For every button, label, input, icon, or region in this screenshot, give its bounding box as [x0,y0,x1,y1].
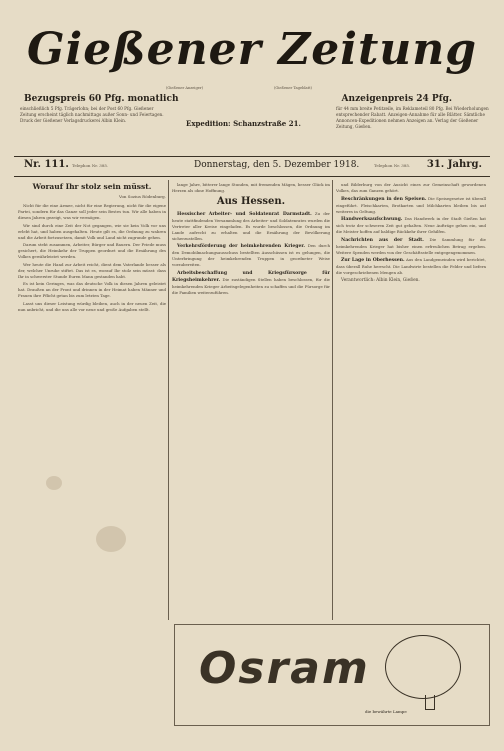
tagline-right: (Gießener Tageblatt) [274,86,312,90]
newspaper-page [6,6,498,745]
paragraph: und Bilderburg von der Ausicht eines zur Gemeinschaft gewordenen Volkes, das zum Ganzen gehört. [336,182,486,193]
article-text: Die Speisegesetze ist überall eingeführt. Fleischkarten, Brotkarten und Milchkarten bleiben bis auf weiteres in Geltung. [336,195,486,214]
newspaper-title: Gießener Zeitung [26,24,478,75]
dateline [6,159,498,175]
article-title: Handwerksaufschwung. [341,217,403,222]
article-title: Nachrichten aus der Stadt. [341,237,424,243]
byline: Von Sozius Rödenburg. [118,194,166,199]
section-headline: Aus Hessen. [216,195,286,207]
paragraph: lange Jahre, bitterer lange Stunden, mit fremenden Mägen, besser Glück im Herzen als ohne Hoffnung. [172,182,330,193]
column-1 [18,182,166,727]
paragraph: Wer heute die Hand zur Arbeit reicht, dient dem Vaterlande besser als der, welcher Unruhe stiftet. Das ist es, worauf Ihr stolz sein müsst: dass Ihr in schwerster Stunde Euren Mann gestanden habt. [18,261,166,279]
paper-stain [46,476,62,490]
divider [14,156,490,157]
article-title: Zur Lage in Oberhessen. [341,258,405,263]
masthead [6,6,498,156]
subscription-info: einschließlich 5 Pfg. Trägerlohn; bei der Post 60 Pfg. Gießener Zeitung erscheint täglich nachmittags außer Sonn- und Feiertagen. Druck der Gießener Verlagsdruckerei Albin Klein. [20,106,164,123]
tagline-left: (Gießener Anzeiger) [166,86,204,90]
article-text: Die zuständigen Stellen haben beschlossen, für die heimkehrenden Krieger Arbeitsgelegenheiten zu schaffen und die Fürsorge für die Familien weiterzuführen. [172,276,330,295]
expedition-address: Expedition: Schanzstraße 21. [186,119,301,128]
telephone-left: Telephon Nr. 385. [72,163,109,168]
telephone-right: Telephon Nr. 385. [374,163,411,168]
ad-brand: Osram [199,643,370,694]
bezugspreis: Bezugspreis 60 Pfg. monatlich [24,94,179,104]
anzeigenpreis: Anzeigenpreis 24 Pfg. [341,94,452,104]
issue-date: Donnerstag, den 5. Dezember 1918. [194,160,360,170]
issue-number: Nr. 111. [24,159,69,170]
article-title: Arbeitsbeschaffung und Kriegsfürsorge für Kriegsheimkehrer. [172,270,330,283]
ad-caption: die bewährte Lampe [365,709,407,714]
paragraph: Nicht für die eine Armee, nicht für eine Regierung, nicht für die eigene Partei, sondern für das Ganze soll jeder sein Bestes tun. Wir alle haben in diesen Jahren gezeigt, was wir vermögen. [18,203,166,220]
osram-advertisement [174,624,490,726]
lightbulb-base-icon [425,695,435,710]
lightbulb-icon [385,635,461,699]
article-title: Beschränkungen in den Speisen. [341,196,427,202]
volume-year: 31. Jahrg. [426,159,482,170]
article-text: Aus den Landgemeinden wird berichtet, dass überall Ruhe herrscht. Die Landwirte bestellen die Felder und liefern die vorgeschriebenen Mengen ab. [336,257,486,275]
article-title: Verkehrsförderung der heimkehrenden Krieger. [177,244,306,249]
paragraph: Darum steht zusammen, Arbeiter, Bürger und Bauern. Der Friede muss gesichert, die Heimkehr der Truppen geordnet und die Ernährung des Volkes gewährleistet werden. [18,242,166,259]
column-divider [332,180,333,620]
article-text: Zu der heute stattfindenden Versammlung des Arbeiter- und Soldatenrates wurden die Vertreter aller Kreise eingeladen. Es wurde beschlossen, die Ordnung im Lande aufrecht zu erhalten und die Ernährung der Bevölkerung sicherzustellen. [172,210,330,241]
signature: Verantwortlich: Albin Klein, Gießen. [341,277,420,283]
advertising-info: für 44 mm breite Petitzeile, im Reklameteil 80 Pfg. Bei Wiederholungen entsprechender Rabatt. Anzeigen-Annahme für alle Blätter. Sämtliche Annoncen-Expeditionen nehmen Anzeigen an. Verlag der Gießener Zeitung, Gießen. [336,106,489,129]
paper-stain [96,526,126,552]
article-text: Das Handwerk in der Stadt Gießen hat sich trotz der schweren Zeit gut gehalten. Neue Aufträge gehen ein, und die Meister hoffen auf baldige Rückkehr ihrer Gehilfen. [336,216,486,234]
headline: Worauf Ihr stolz sein müsst. [32,182,152,191]
paragraph: Wir sind durch eine Zeit der Not gegangen, wie sie kein Volk vor uns erlebt hat, und haben ausgehalten. Heute gilt es, die Ordnung zu wahren und die Arbeit fortzusetzen, damit Volk und Land nicht zugrunde gehen. [18,222,166,240]
divider [14,176,490,177]
column-divider [168,180,169,620]
article-text: Den durch den Demobilmachungsausschuss bestellten Ausschüssen ist es gelungen, die Unterbringung der heimkehrenden Truppen in geordneter Weise vorzubereiten. [172,243,330,267]
column-2 [172,182,330,612]
paragraph: Lasst uns dieser Leistung würdig bleiben, auch in der neuen Zeit, die nun anbricht, und die uns alle vor neue und große Aufgaben stellt. [18,300,166,312]
article-title: Hessischer Arbeiter- und Soldatenrat Darmstadt. [177,211,312,217]
article-text: Die Sammlung für die heimkehrenden Krieger hat bisher einen erfreulichen Betrag ergeben. Weitere Spenden werden von der Geschäftsstelle entgegengenommen. [336,236,486,255]
paragraph: Es ist kein Geringes, was das deutsche Volk in diesen Jahren geleistet hat. Draußen an der Front und drinnen in der Heimat haben Männer und Frauen ihre Pflicht getan bis zum letzten Tage. [18,281,166,298]
